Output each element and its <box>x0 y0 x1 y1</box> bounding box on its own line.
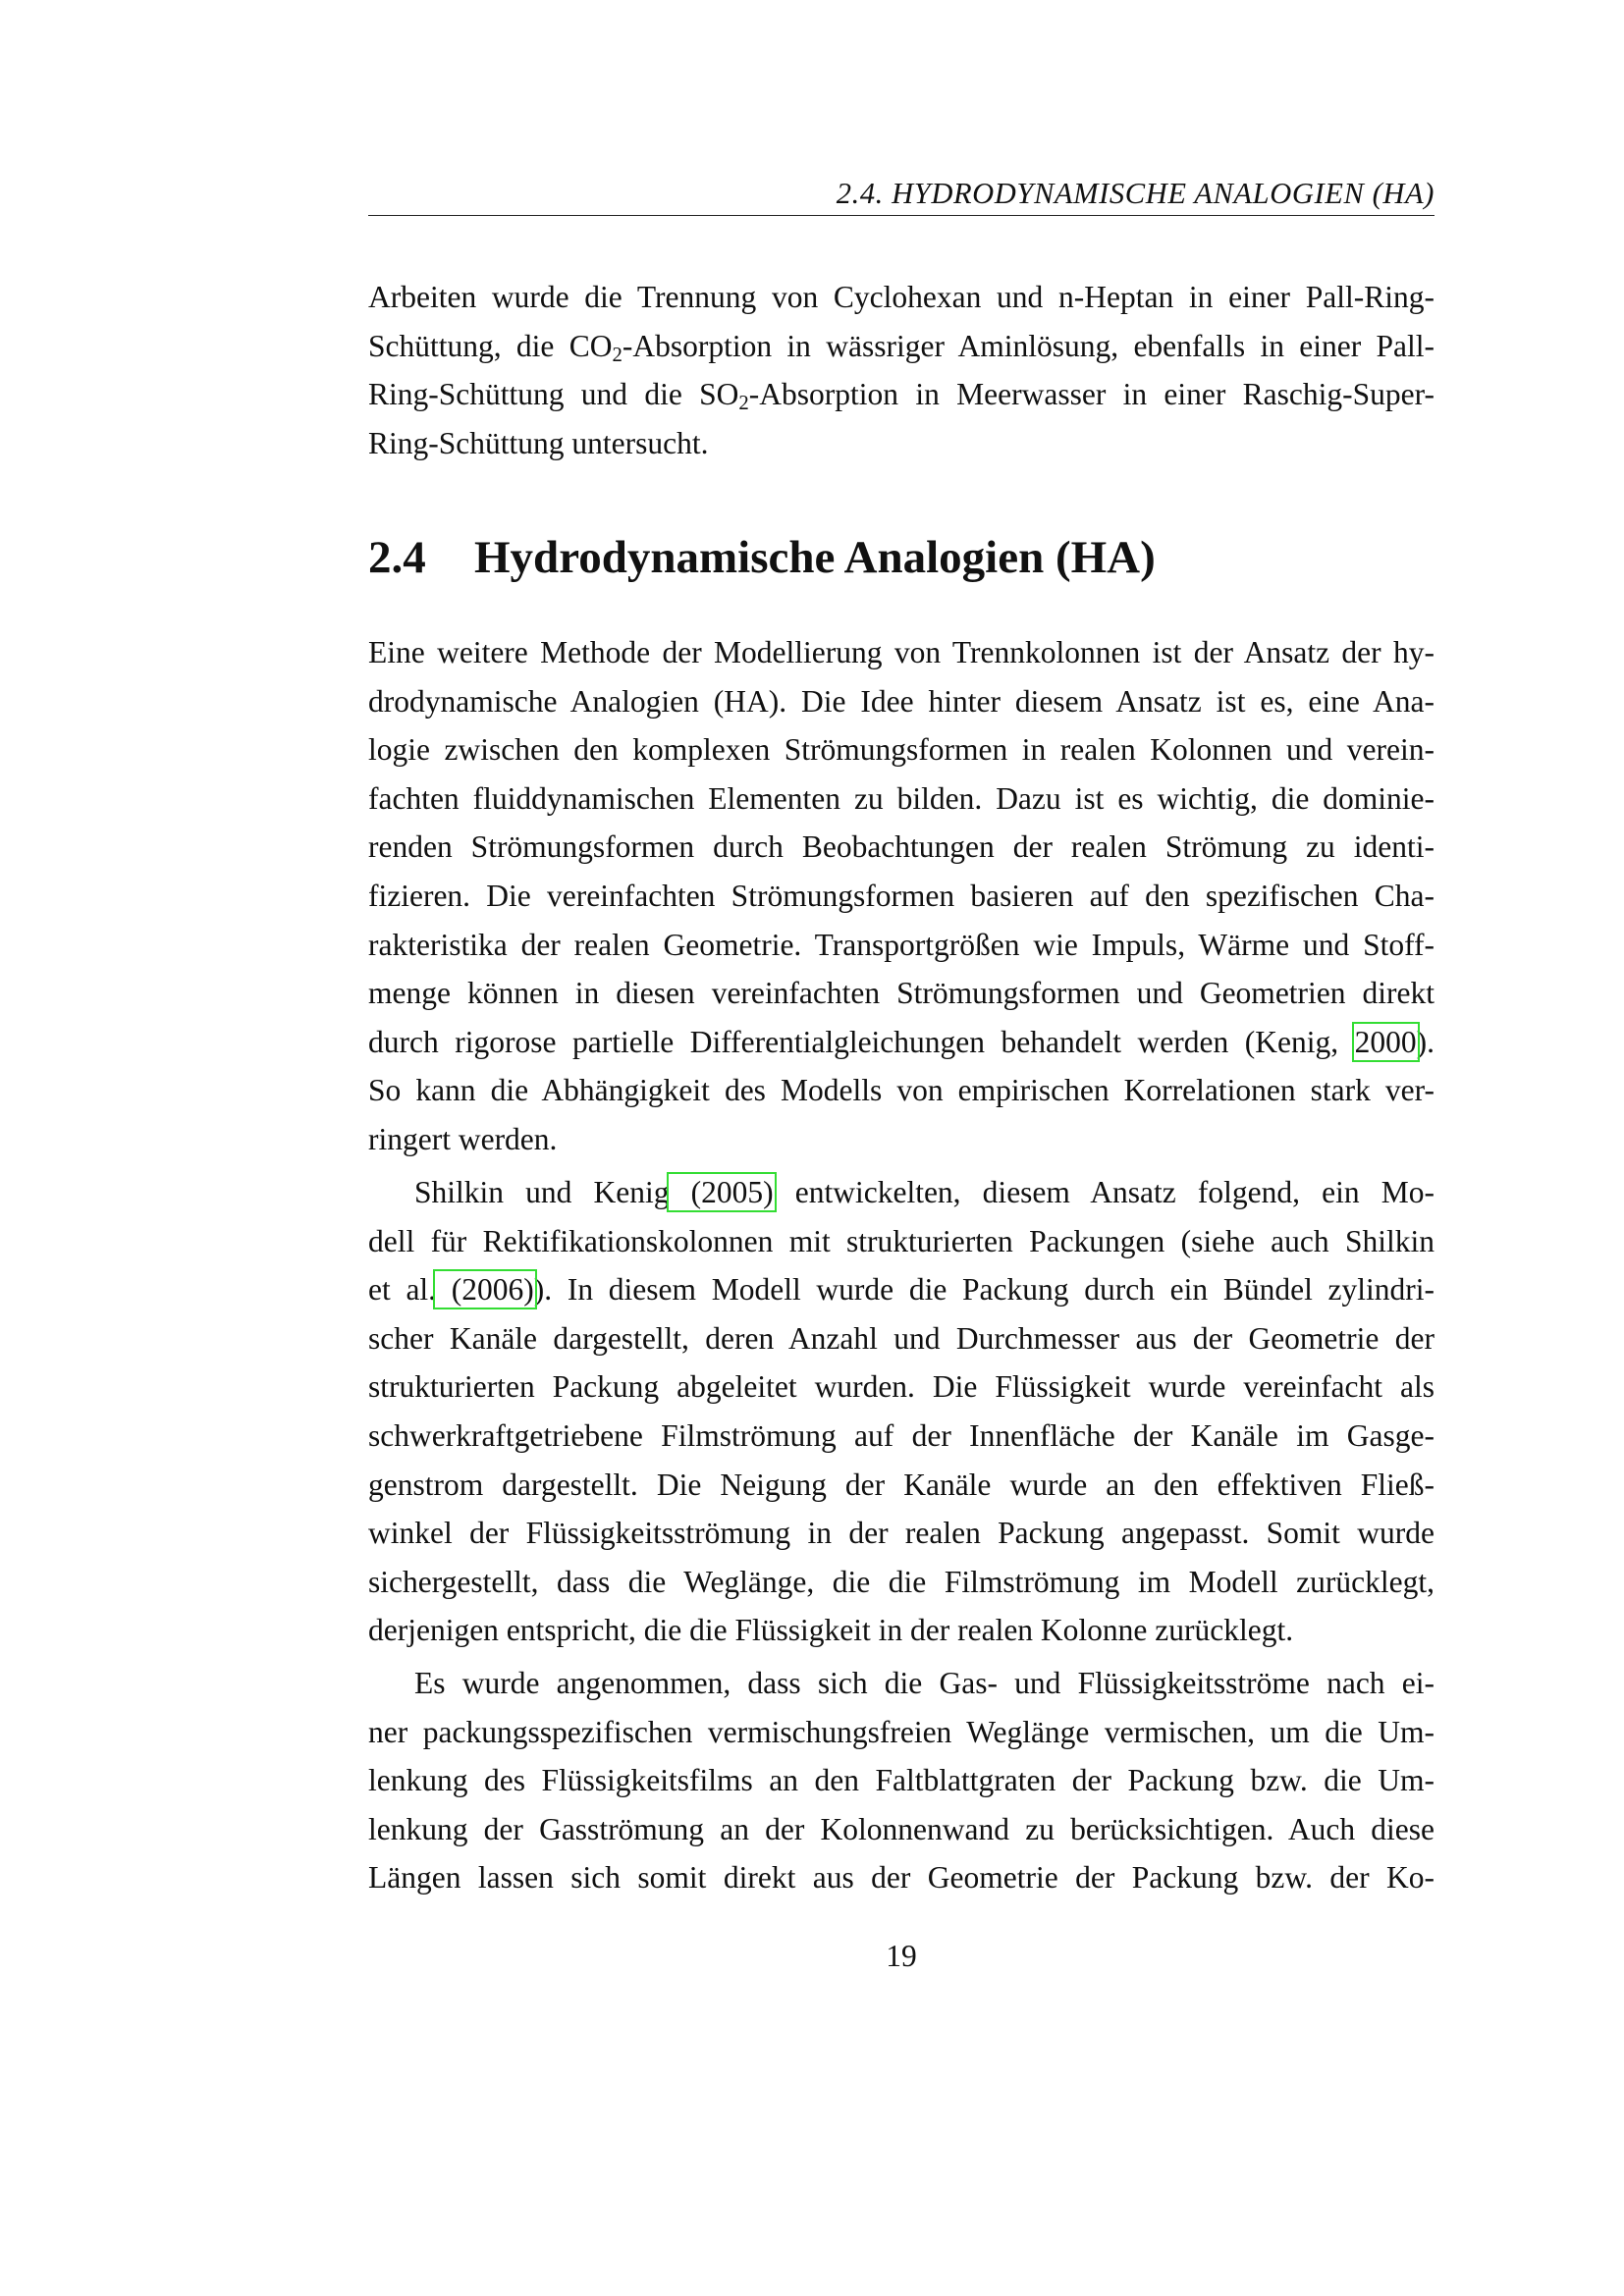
p2-line-2: dell für Rektifikationskolonnen mit strukturierten Packungen (siehe auch Shilkin <box>368 1223 1435 1258</box>
intro-line-4: Ring-Schüttung untersucht. <box>368 425 709 460</box>
paragraph-2 <box>368 1168 1435 1655</box>
citation-link-shilkin-kenig-2005[interactable]: (2005) <box>669 1175 774 1209</box>
p1-line-11: ringert werden. <box>368 1121 558 1156</box>
p2-line-1-text-a: Shilkin und Kenig <box>414 1175 670 1209</box>
running-header <box>368 169 1435 216</box>
p2-line-8: winkel der Flüssigkeitsströmung in der realen Packung angepasst. Somit wurde <box>368 1516 1435 1551</box>
section-heading <box>368 528 1435 587</box>
p2-line-5: strukturierten Packung abgeleitet wurden. Die Flüssigkeit wurde vereinfacht als <box>368 1369 1435 1405</box>
section-number: 2.4 <box>368 532 426 583</box>
p3-line-1: Es wurde angenommen, dass sich die Gas- und Flüssigkeitsströme nach ei- <box>414 1666 1435 1700</box>
intro-line-3-text-a: Ring-Schüttung und die SO <box>368 377 739 412</box>
so2-subscript: 2 <box>738 392 749 415</box>
intro-line-2 <box>368 322 1435 371</box>
citation-link-shilkin-2006[interactable]: (2006) <box>436 1272 534 1308</box>
p2-line-4: scher Kanäle dargestellt, deren Anzahl und Durchmesser aus der Geometrie der <box>368 1320 1435 1356</box>
page-number: 19 <box>886 1939 917 1973</box>
p1-line-1: Eine weitere Methode der Modellierung von Trennkolonnen ist der Ansatz der hy- <box>368 635 1435 669</box>
running-header-title: 2.4. HYDRODYNAMISCHE ANALOGIEN (HA) <box>836 177 1435 210</box>
p1-line-10: So kann die Abhängigkeit des Modells von empirischen Korrelationen stark ver- <box>368 1073 1435 1108</box>
paragraph-1 <box>368 628 1435 1164</box>
p2-line-1 <box>368 1168 1435 1217</box>
p2-line-3-text-b: ). In diesem Modell wurde die Packung durch ein Bündel zylindri- <box>533 1272 1435 1308</box>
document-page <box>368 0 1435 2296</box>
intro-line-1: Arbeiten wurde die Trennung von Cyclohexan und n-Heptan in einer Pall-Ring- <box>368 280 1435 314</box>
p3-line-5: Längen lassen sich somit direkt aus der Geometrie der Packung bzw. der Ko- <box>368 1860 1435 1896</box>
p1-line-8: menge können in diesen vereinfachten Strömungsformen und Geometrien direkt <box>368 976 1435 1011</box>
p2-line-6: schwerkraftgetriebene Filmströmung auf der Innenfläche der Kanäle im Gasge- <box>368 1417 1435 1453</box>
p1-line-2: drodynamische Analogien (HA). Die Idee hinter diesem Ansatz ist es, eine Ana- <box>368 683 1435 719</box>
intro-line-3-text-b: -Absorption in Meerwasser in einer Raschig-Super- <box>748 377 1435 412</box>
p2-line-10: derjenigen entspricht, die die Flüssigkeit in der realen Kolonne zurücklegt. <box>368 1613 1294 1648</box>
p2-line-3-text-a: et al. <box>368 1272 437 1308</box>
p1-line-6: fizieren. Die vereinfachten Strömungsformen basieren auf den spezifischen Cha- <box>368 878 1435 913</box>
citation-link-kenig-2000[interactable]: 2000 <box>1354 1024 1417 1059</box>
p2-line-9: sichergestellt, dass die Weglänge, die die Filmströmung im Modell zurücklegt, <box>368 1564 1435 1599</box>
p2-line-1-text-b: entwickelten, diesem Ansatz folgend, ein Mo- <box>773 1175 1435 1209</box>
intro-line-2-text-a: Schüttung, die CO <box>368 328 613 363</box>
p1-line-4: fachten fluiddynamischen Elementen zu bilden. Dazu ist es wichtig, die dominie- <box>368 780 1435 816</box>
p1-line-9 <box>368 1018 1435 1067</box>
p1-line-5: renden Strömungsformen durch Beobachtungen der realen Strömung zu identi- <box>368 829 1435 865</box>
p1-line-9-text-b: ). <box>1416 1024 1435 1059</box>
p3-line-3: lenkung des Flüssigkeitsfilms an den Faltblattgraten der Packung bzw. die Um- <box>368 1763 1435 1798</box>
co2-subscript: 2 <box>612 343 623 366</box>
p1-line-7: rakteristika der realen Geometrie. Transportgrößen wie Impuls, Wärme und Stoff- <box>368 927 1435 962</box>
p3-line-4: lenkung der Gasströmung an der Kolonnenwand zu berücksichtigen. Auch diese <box>368 1811 1435 1846</box>
section-title: Hydrodynamische Analogien (HA) <box>474 532 1156 583</box>
intro-paragraph <box>368 273 1435 467</box>
p2-line-3 <box>368 1265 1435 1314</box>
p3-line-2: ner packungsspezifischen vermischungsfreien Weglänge vermischen, um die Um- <box>368 1714 1435 1749</box>
p1-line-3: logie zwischen den komplexen Strömungsformen in realen Kolonnen und verein- <box>368 732 1435 768</box>
intro-line-2-text-b: -Absorption in wässriger Aminlösung, ebenfalls in einer Pall- <box>622 328 1435 363</box>
p1-line-9-text-a: durch rigorose partielle Differentialgleichungen behandelt werden (Kenig, <box>368 1024 1355 1059</box>
paragraph-3 <box>368 1659 1435 1902</box>
p2-line-7: genstrom dargestellt. Die Neigung der Kanäle wurde an den effektiven Fließ- <box>368 1467 1435 1502</box>
intro-line-3 <box>368 370 1435 419</box>
